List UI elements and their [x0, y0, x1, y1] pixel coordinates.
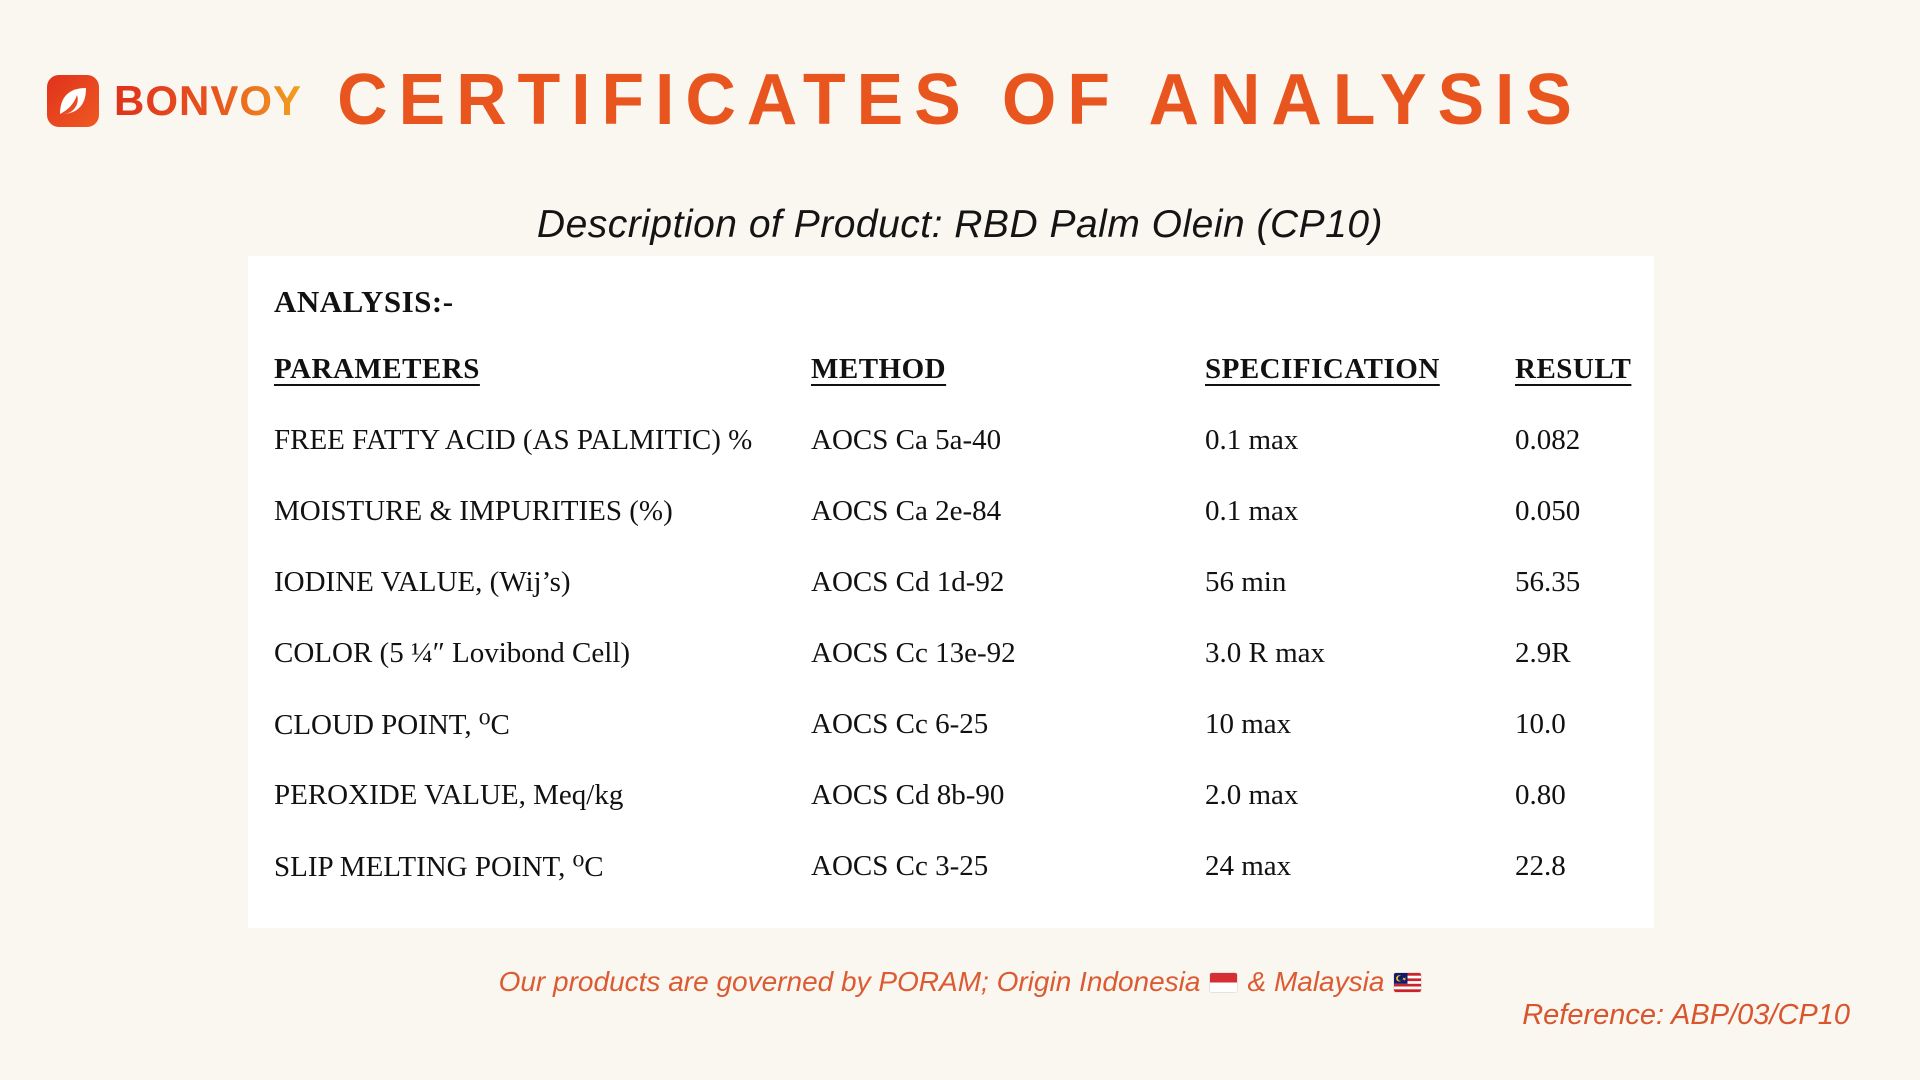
result-cell: 0.80 — [1515, 779, 1566, 811]
method-cell: AOCS Ca 2e-84 — [811, 495, 1002, 527]
method-cell: AOCS Cc 13e-92 — [811, 637, 1016, 669]
analysis-panel — [248, 256, 1654, 928]
governing-note — [0, 966, 1920, 998]
column-header: RESULT — [1515, 353, 1632, 385]
analysis-label: ANALYSIS:- — [274, 284, 454, 319]
brand-name: BONVOY — [114, 77, 303, 124]
analysis-table — [274, 334, 1654, 902]
method-cell: AOCS Cd 8b-90 — [811, 779, 1005, 811]
result-cell: 0.082 — [1515, 424, 1581, 456]
column-header: SPECIFICATION — [1205, 353, 1440, 385]
result-cell: 56.35 — [1515, 566, 1581, 598]
specification-cell: 3.0 R max — [1205, 637, 1326, 669]
specification-cell: 0.1 max — [1205, 424, 1299, 456]
method-cell: AOCS Ca 5a-40 — [811, 424, 1002, 456]
specification-cell: 0.1 max — [1205, 495, 1299, 527]
parameter-cell: COLOR (5 ¼″ Lovibond Cell) — [274, 637, 631, 669]
parameter-cell: PEROXIDE VALUE, Meq/kg — [274, 779, 624, 811]
governing-note-text-malaysia: & Malaysia — [1247, 966, 1385, 997]
governing-note-text: Our products are governed by PORAM; Origin Indonesia — [498, 966, 1201, 997]
specification-cell: 56 min — [1205, 566, 1287, 598]
parameter-cell: IODINE VALUE, (Wij’s) — [274, 566, 571, 598]
result-cell: 0.050 — [1515, 495, 1581, 527]
malaysia-flag-icon — [1394, 973, 1421, 992]
method-cell: AOCS Cc 6-25 — [811, 708, 989, 740]
specification-cell: 24 max — [1205, 850, 1292, 882]
product-description: Description of Product: RBD Palm Olein (CP10) — [536, 203, 1384, 246]
result-cell: 10.0 — [1515, 708, 1566, 740]
result-cell: 22.8 — [1515, 850, 1566, 882]
parameter-cell: SLIP MELTING POINT, ⁰C — [274, 851, 604, 883]
column-header: METHOD — [811, 353, 947, 385]
method-cell: AOCS Cc 3-25 — [811, 850, 989, 882]
method-cell: AOCS Cd 1d-92 — [811, 566, 1005, 598]
specification-cell: 2.0 max — [1205, 779, 1299, 811]
column-header: PARAMETERS — [274, 353, 480, 385]
specification-cell: 10 max — [1205, 708, 1292, 740]
indonesia-flag-icon — [1210, 973, 1237, 992]
result-cell: 2.9R — [1515, 637, 1571, 669]
reference-number: Reference: ABP/03/CP10 — [1522, 999, 1850, 1031]
parameter-cell: FREE FATTY ACID (AS PALMITIC) % — [274, 424, 753, 456]
parameter-cell: MOISTURE & IMPURITIES (%) — [274, 495, 673, 527]
parameter-cell: CLOUD POINT, ⁰C — [274, 709, 510, 741]
page-title: CERTIFICATES OF ANALYSIS — [337, 58, 1583, 140]
